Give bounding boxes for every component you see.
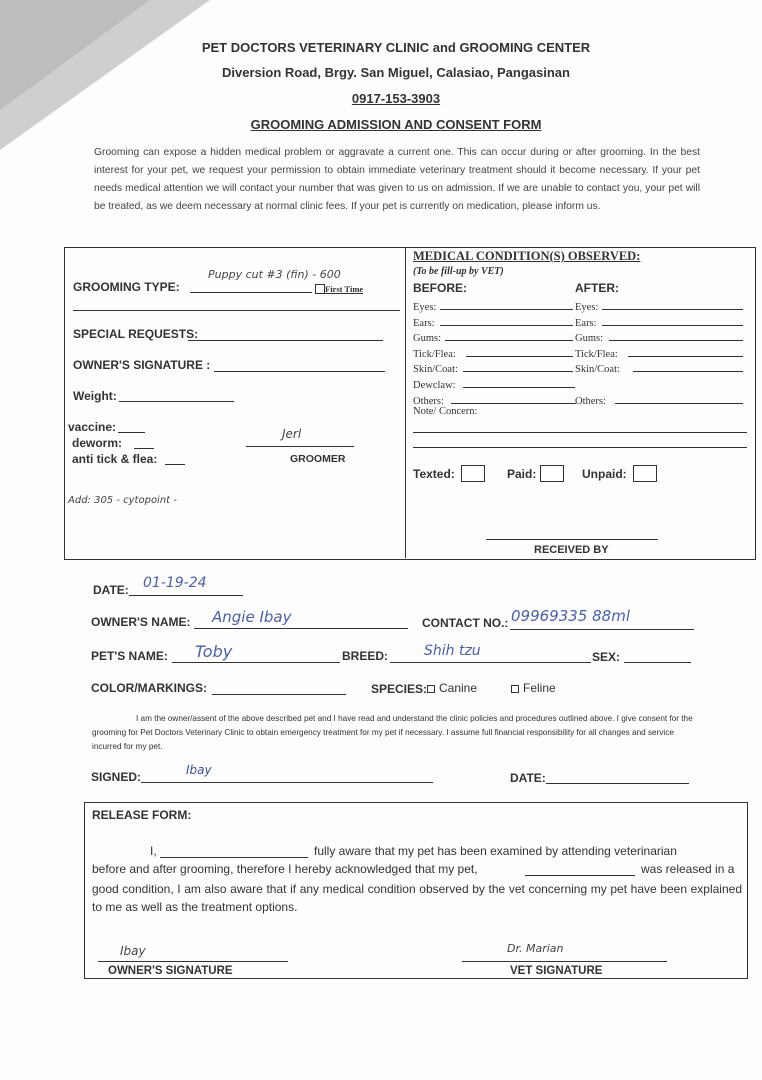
contact-value[interactable]: 09969335 88ml	[511, 607, 630, 625]
note-line-2[interactable]	[413, 447, 747, 448]
medical-subtitle: (To be fill-up by VET)	[413, 266, 504, 277]
release-pet-line[interactable]	[525, 875, 635, 876]
received-by-label: RECEIVED BY	[534, 544, 609, 556]
pet-name-line	[172, 662, 340, 663]
paid-checkbox[interactable]	[540, 465, 564, 482]
signed-value[interactable]: Ibay	[186, 763, 212, 777]
release-title: RELEASE FORM:	[92, 808, 192, 822]
consent-paragraph: I am the owner/assent of the above described pet and I have read and understand the clinic policies and procedures outlined above. I give consent for the grooming for Pet Doctors Veterinary Clinic to obtain emergency treatment for my pet if necessary. I assume full financial responsibility for all changes and service incurred for my pet.	[92, 714, 693, 751]
before-row[interactable]: Gums:	[413, 328, 573, 344]
breed-value[interactable]: Shih tzu	[424, 643, 481, 659]
after-list	[575, 297, 743, 406]
note-line-1[interactable]	[413, 432, 747, 433]
signed-line	[141, 782, 433, 783]
unpaid-checkbox[interactable]	[633, 465, 657, 482]
release-name-line[interactable]	[160, 857, 308, 858]
vaccine-line[interactable]	[118, 432, 145, 433]
date-line	[129, 595, 243, 596]
release-vet-sig-value[interactable]: Dr. Marian	[507, 942, 564, 955]
first-time-label: First Time	[325, 284, 364, 294]
clinic-address: Diversion Road, Brgy. San Miguel, Calasiao, Pangasinan	[222, 65, 570, 80]
sex-label: SEX:	[592, 650, 621, 664]
owner-signature-line[interactable]	[214, 371, 385, 372]
pet-name-value[interactable]: Toby	[195, 642, 233, 661]
contact-label: CONTACT NO.:	[422, 616, 509, 630]
before-row[interactable]: Eyes:	[413, 297, 573, 313]
release-vet-sig-label: VET SIGNATURE	[510, 965, 603, 977]
vaccine-label: vaccine:	[68, 420, 117, 434]
paid-label: Paid:	[507, 467, 537, 481]
species-label: SPECIES:	[371, 682, 428, 696]
release-text-2: before and after grooming, therefore I hereby acknowledged that my pet,	[92, 862, 478, 876]
texted-checkbox[interactable]	[461, 465, 485, 482]
pet-name-label: PET'S NAME:	[91, 649, 168, 663]
texted-label: Texted:	[413, 467, 455, 481]
form-title: GROOMING ADMISSION AND CONSENT FORM	[250, 117, 542, 132]
date2-line[interactable]	[546, 783, 689, 784]
weight-line[interactable]	[119, 401, 234, 402]
special-requests-label: SPECIAL REQUESTS:	[73, 327, 199, 341]
antitick-label: anti tick & flea:	[72, 452, 158, 466]
grooming-type-line	[190, 292, 312, 293]
groomer-note: Add: 305 - cytopoint -	[68, 495, 177, 506]
before-list	[413, 297, 573, 406]
after-row[interactable]: Ears:	[575, 313, 743, 329]
before-row[interactable]: Ears:	[413, 313, 573, 329]
groomer-value[interactable]: Jerl	[282, 427, 302, 441]
groomer-line	[246, 446, 354, 447]
date2-label: DATE:	[510, 771, 546, 785]
signed-label: SIGNED:	[91, 770, 142, 784]
canine-label: Canine	[439, 681, 478, 695]
date-label: DATE:	[93, 583, 129, 597]
medical-title: MEDICAL CONDITION(S) OBSERVED:	[413, 249, 641, 263]
breed-line	[390, 662, 591, 663]
canine-checkbox[interactable]	[427, 685, 435, 693]
grooming-type-value[interactable]: Puppy cut #3 (fin) - 600	[208, 268, 341, 281]
unpaid-label: Unpaid:	[582, 467, 627, 481]
sex-line[interactable]	[624, 662, 691, 663]
deworm-line[interactable]	[134, 448, 154, 449]
note-concern-label: Note/ Concern:	[413, 406, 478, 417]
owner-name-label: OWNER'S NAME:	[91, 615, 191, 629]
owner-name-value[interactable]: Angie Ibay	[212, 608, 292, 626]
after-row[interactable]: Gums:	[575, 328, 743, 344]
before-row[interactable]: Dewclaw:	[413, 375, 573, 391]
owner-signature-label: OWNER'S SIGNATURE :	[73, 358, 211, 372]
color-markings-line[interactable]	[212, 694, 346, 695]
after-row[interactable]: Others:	[575, 391, 743, 407]
release-text-1: fully aware that my pet has been examined by attending veterinarian	[314, 844, 677, 858]
release-vet-sig-line	[462, 961, 667, 962]
after-row-empty	[575, 375, 743, 391]
before-row[interactable]: Skin/Coat:	[413, 359, 573, 375]
after-row[interactable]: Skin/Coat:	[575, 359, 743, 375]
before-row[interactable]: Tick/Flea:	[413, 344, 573, 360]
before-row[interactable]: Others:	[413, 391, 573, 407]
first-time-checkbox[interactable]	[315, 284, 325, 294]
before-label: BEFORE:	[413, 281, 467, 295]
weight-label: Weight:	[73, 389, 117, 403]
contact-line	[510, 629, 694, 630]
release-owner-sig-value[interactable]: Ibay	[120, 944, 146, 958]
clinic-phone: 0917-153-3903	[351, 91, 441, 106]
groomer-label: GROOMER	[290, 453, 346, 465]
antitick-line[interactable]	[165, 464, 185, 465]
after-label: AFTER:	[575, 281, 619, 295]
after-row[interactable]: Tick/Flea:	[575, 344, 743, 360]
release-owner-sig-line	[98, 961, 288, 962]
breed-label: BREED:	[342, 649, 389, 663]
color-markings-label: COLOR/MARKINGS:	[91, 681, 207, 695]
feline-checkbox[interactable]	[511, 685, 519, 693]
clinic-name: PET DOCTORS VETERINARY CLINIC and GROOMING CENTER	[201, 40, 591, 55]
intro-paragraph: Grooming can expose a hidden medical problem or aggravate a current one. This can occur during or after grooming. In the best interest for your pet, we request your permission to obtain immediate veterinary treatment should it become necessary. If your pet needs medical attention we will contact your number that was given to us on admission. If we are unable to contact you, your pet will be treated, as we deem necessary at normal clinic fees. If your pet is currently on medication, please inform us.	[94, 147, 700, 212]
feline-label: Feline	[523, 681, 556, 695]
release-text-4: good condition, I am also aware that if any medical condition observed by the vet concerning my pet have been explained to me as well as the treatment options.	[92, 882, 742, 914]
received-by-line[interactable]	[486, 539, 658, 540]
date-value[interactable]: 01-19-24	[143, 575, 207, 591]
owner-name-line	[194, 628, 408, 629]
box-divider	[405, 247, 406, 558]
special-requests-line[interactable]	[188, 340, 383, 341]
deworm-label: deworm:	[72, 436, 123, 450]
grooming-type-label: GROOMING TYPE:	[73, 280, 180, 294]
grooming-type-line2	[73, 310, 400, 311]
after-row[interactable]: Eyes:	[575, 297, 743, 313]
release-i: I,	[150, 844, 157, 858]
release-text-3: was released in a	[641, 862, 735, 876]
release-owner-sig-label: OWNER'S SIGNATURE	[108, 965, 233, 977]
